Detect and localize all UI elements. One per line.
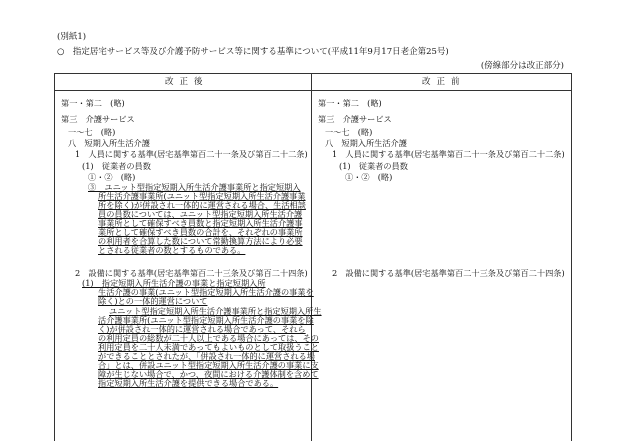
revised-line: 事業所として確保すべき員数と指定短期入所生活介護事 — [98, 218, 303, 228]
revised-line: 除く)との一体的運営について — [98, 296, 208, 306]
previous-line: 2 設備に関する基準(居宅基準第百二十三条及び第百二十四条) — [332, 268, 565, 278]
previous-column — [312, 74, 572, 441]
revised-line: 合」とは、併設ユニット型指定短期入所生活介護の事業に支 — [98, 360, 319, 370]
revised-line: 第三 介護サービス — [61, 114, 135, 124]
revised-column-header: 改正後 — [165, 77, 209, 87]
revised-line: 活介護事業所(ユニット型指定短期入所生活介護の事業を除 — [98, 315, 314, 325]
revised-line: 利用定員を二十人未満であってもよいものとして取扱うこと — [98, 342, 319, 352]
revised-line: ができることとされたが、「併設され一体的に運営される場 — [98, 351, 315, 361]
revised-line: 所生活介護事業所(ユニット型指定短期入所生活介護事業 — [98, 191, 306, 201]
previous-line: 一～七 (略) — [325, 127, 373, 137]
previous-line: 1 人員に関する基準(居宅基準第百二十一条及び第百二十二条) — [332, 149, 565, 159]
previous-line: 八 短期入所生活介護 — [325, 138, 407, 148]
revised-line: く)が併設され一体的に運営される場合であって、それら — [98, 324, 306, 334]
revised-line: 第一・第二 (略) — [61, 98, 125, 108]
revised-line: の利用者を合算した数について常勤換算方法により必要 — [98, 236, 303, 246]
previous-line: ①・② (略) — [345, 172, 393, 182]
previous-column-header: 改正前 — [422, 77, 466, 87]
revised-line: 業所として確保すべき員数の合計を、それぞれの事業所 — [98, 227, 303, 237]
revised-line: 指定短期入所生活介護を提供できる場合である。 — [98, 378, 279, 388]
revised-line: 生活介護の事業(ユニット型指定短期入所生活介護の事業を — [98, 287, 314, 297]
underline-note: (傍線部分は改正部分) — [480, 61, 564, 71]
revised-line: 一～七 (略) — [68, 127, 116, 137]
revised-line: (1) 指定短期入所生活介護の事業と指定短期入所 — [82, 278, 266, 288]
previous-line: 第一・第二 (略) — [318, 98, 382, 108]
revised-line: とされる従業者の数とするものである。 — [98, 245, 246, 255]
revised-line: 八 短期入所生活介護 — [68, 138, 150, 148]
revised-line: の利用定員の総数が二十人以上である場合にあっては、その — [98, 333, 319, 343]
revised-line: 員の員数については、ユニット型指定短期入所生活介護 — [98, 209, 303, 219]
previous-line: (1) 従業者の員数 — [339, 161, 408, 171]
document-title: ○ 指定居宅サービス等及び介護予防サービス等に関する基準について(平成11年9月17日老企第25号) — [57, 47, 449, 57]
previous-line: 第三 介護サービス — [318, 114, 392, 124]
revised-line: 1 人員に関する基準(居宅基準第百二十一条及び第百二十二条) — [75, 149, 308, 159]
revised-line: 所を除く)が併設され一体的に運営される場合、生活相談 — [98, 200, 306, 210]
attachment-label: (別紙1) — [57, 32, 87, 42]
revised-line: ①・② (略) — [88, 172, 136, 182]
revised-line: ユニット型指定短期入所生活介護事業所と指定短期入所生 — [109, 306, 322, 316]
revised-line: ③ ユニット型指定短期入所生活介護事業所と指定短期入 — [88, 182, 301, 192]
revised-line: 障が生じない場合で、かつ、夜間における介護体制を含めて — [98, 369, 319, 379]
revised-line: (1) 従業者の員数 — [82, 161, 151, 171]
revised-column — [55, 74, 322, 441]
revised-line: 2 設備に関する基準(居宅基準第百二十三条及び第百二十四条) — [75, 268, 308, 278]
comparison-table — [54, 73, 572, 441]
